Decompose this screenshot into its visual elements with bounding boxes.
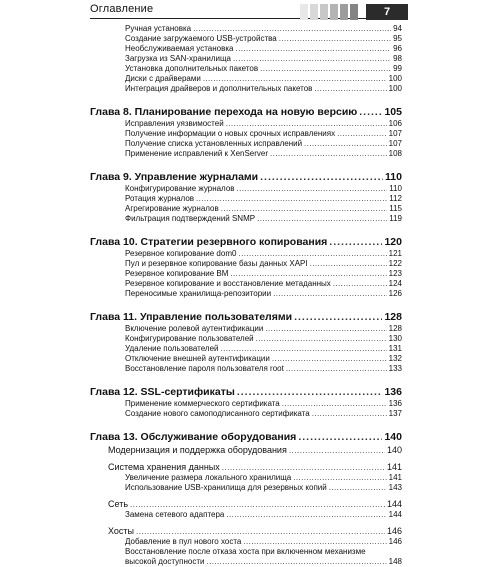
dot-leader <box>298 430 382 444</box>
toc-entry-page: 100 <box>388 74 402 83</box>
toc-entry-page: 141 <box>388 473 402 482</box>
toc-entry-page: 95 <box>393 34 402 43</box>
toc-entry-page: 100 <box>388 84 402 93</box>
toc-entry-title: Установка дополнительных пакетов <box>125 64 259 73</box>
dot-leader <box>314 84 386 94</box>
dot-leader <box>257 214 387 224</box>
toc-entry-title: Резервное копирование ВМ <box>125 269 229 278</box>
toc-entry-page: 128 <box>384 311 402 323</box>
toc-entry-page: 136 <box>388 399 402 408</box>
toc-entry-title: Загрузка из SAN-хранилища <box>125 54 231 63</box>
toc-entry-title: Диски с драйверами <box>125 74 201 83</box>
toc-entry-title: Глава 11. Управление пользователями <box>90 311 293 323</box>
dot-leader <box>237 184 388 194</box>
header-title: Оглавление <box>90 3 154 15</box>
toc-entry-page: 128 <box>388 324 402 333</box>
table-of-contents <box>0 24 500 567</box>
toc-entry[interactable] <box>125 334 402 344</box>
toc-entry-title: Сеть <box>108 499 129 509</box>
spacer <box>0 159 500 170</box>
toc-entry[interactable] <box>125 399 402 409</box>
toc-entry-title: Создание загружаемого USB-устройства <box>125 34 277 43</box>
toc-entry[interactable] <box>125 139 402 149</box>
toc-entry-page: 99 <box>393 64 402 73</box>
toc-entry[interactable] <box>125 129 402 139</box>
dot-leader <box>282 399 387 409</box>
toc-entry-page: 110 <box>389 184 402 193</box>
toc-entry[interactable] <box>125 289 402 299</box>
toc-entry-title: Замена сетевого адаптера <box>125 510 225 519</box>
toc-entry[interactable] <box>125 74 402 84</box>
toc-entry-page: 105 <box>384 106 402 118</box>
toc-entry-page: 146 <box>388 537 402 546</box>
toc-entry-title: Конфигурирование пользователей <box>125 334 254 343</box>
dot-leader <box>256 334 387 344</box>
toc-entry[interactable] <box>125 34 402 44</box>
toc-entry[interactable] <box>125 473 402 483</box>
dot-leader <box>279 34 391 44</box>
toc-entry-page: 140 <box>384 431 402 443</box>
toc-entry-page: 112 <box>389 194 402 203</box>
toc-entry-page: 107 <box>388 139 402 148</box>
toc-entry[interactable] <box>125 214 402 224</box>
toc-entry-title: Конфигурирование журналов <box>125 184 235 193</box>
dot-leader <box>294 310 382 324</box>
toc-entry-page: 115 <box>389 204 402 213</box>
dot-leader <box>329 235 382 249</box>
toc-entry-title: Добавление в пул нового хоста <box>125 537 242 546</box>
toc-entry[interactable] <box>125 557 402 567</box>
spacer <box>0 94 500 105</box>
toc-entry[interactable] <box>125 547 402 557</box>
dot-leader <box>273 289 387 299</box>
toc-entry-title: Агрегирование журналов <box>125 204 219 213</box>
toc-entry[interactable] <box>125 24 402 34</box>
toc-section[interactable] <box>108 525 402 537</box>
dot-leader <box>206 557 386 567</box>
dot-leader <box>272 354 387 364</box>
running-header <box>0 0 500 24</box>
toc-entry[interactable] <box>125 64 402 74</box>
toc-entry-title: Необслуживаемая установка <box>125 44 234 53</box>
dot-leader <box>221 204 388 214</box>
toc-entry-page: 143 <box>388 483 402 492</box>
toc-chapter[interactable] <box>90 235 402 249</box>
toc-entry-page: 140 <box>386 445 402 455</box>
toc-entry[interactable] <box>125 44 402 54</box>
toc-entry-title: Интеграция драйверов и дополнительных пакетов <box>125 84 313 93</box>
toc-entry-page: 110 <box>385 171 402 183</box>
dot-leader <box>293 473 386 483</box>
dot-leader <box>226 119 387 129</box>
toc-entry[interactable] <box>125 194 402 204</box>
toc-entry[interactable] <box>125 483 402 493</box>
toc-entry-page: 136 <box>384 386 402 398</box>
toc-entry-title: Восстановление пароля пользователя root <box>125 364 284 373</box>
toc-entry[interactable] <box>125 184 402 194</box>
toc-entry[interactable] <box>125 510 402 520</box>
toc-entry-page: 141 <box>386 462 402 472</box>
dot-leader <box>310 259 387 269</box>
gradient-bar <box>350 4 358 20</box>
toc-entry-page: 126 <box>388 289 402 298</box>
toc-entry-title: Получение списка установленных исправлений <box>125 139 303 148</box>
toc-chapter[interactable] <box>90 105 402 119</box>
toc-entry-page: 124 <box>388 279 402 288</box>
toc-entry-page: 106 <box>388 119 402 128</box>
toc-section[interactable] <box>108 461 402 473</box>
toc-entry-title: Применение коммерческого сертификата <box>125 399 280 408</box>
toc-entry-page: 132 <box>388 354 402 363</box>
toc-entry[interactable] <box>125 324 402 334</box>
dot-leader <box>270 149 387 159</box>
gradient-bar <box>340 4 348 20</box>
toc-entry-title: Применение исправлений к XenServer <box>125 149 269 158</box>
toc-entry-title: Глава 10. Стратегии резервного копирования <box>90 236 328 248</box>
toc-entry[interactable] <box>125 259 402 269</box>
toc-entry-title: Резервное копирование dom0 <box>125 249 237 258</box>
gradient-bar <box>310 4 318 20</box>
dot-leader <box>230 269 386 279</box>
toc-entry[interactable] <box>125 409 402 419</box>
toc-entry[interactable] <box>125 269 402 279</box>
toc-entry[interactable] <box>125 54 402 64</box>
toc-entry-page: 121 <box>388 249 402 258</box>
toc-entry-title: Система хранения данных <box>108 462 220 472</box>
toc-entry-title: Получение информации о новых срочных исправлениях <box>125 129 336 138</box>
toc-entry-title: Хосты <box>108 526 134 536</box>
toc-entry-title: Исправления уязвимостей <box>125 119 224 128</box>
toc-entry[interactable] <box>125 537 402 547</box>
toc-entry-title: Ротация журналов <box>125 194 195 203</box>
toc-section[interactable] <box>108 444 402 456</box>
toc-entry-title: Пул и резервное копирование базы данных XAPI <box>125 259 308 268</box>
spacer <box>0 299 500 310</box>
dot-leader <box>304 139 387 149</box>
toc-entry[interactable] <box>125 204 402 214</box>
toc-entry-title: Увеличение размера локального хранилища <box>125 473 292 482</box>
spacer <box>0 224 500 235</box>
toc-entry-title: Резервное копирование и восстановление метаданных <box>125 279 331 288</box>
toc-entry[interactable] <box>125 249 402 259</box>
spacer <box>0 374 500 385</box>
dot-leader <box>237 385 383 399</box>
dot-leader <box>226 510 386 520</box>
toc-entry-title: Включение ролевой аутентификации <box>125 324 264 333</box>
dot-leader <box>333 279 387 289</box>
toc-entry-page: 107 <box>388 129 402 138</box>
toc-entry-title: Модернизация и поддержка оборудования <box>108 445 287 455</box>
toc-chapter[interactable] <box>90 310 402 324</box>
dot-leader <box>289 445 385 457</box>
dot-leader <box>286 364 387 374</box>
page-number: 7 <box>366 4 408 20</box>
toc-entry-page: 137 <box>388 409 402 418</box>
toc-entry-title: Удаление пользователей <box>125 344 219 353</box>
dot-leader <box>359 105 382 119</box>
toc-entry[interactable] <box>125 84 402 94</box>
toc-entry-page: 94 <box>393 24 402 33</box>
gradient-bar <box>330 4 338 20</box>
toc-entry-title: Переносимые хранилища-репозитории <box>125 289 272 298</box>
gradient-bar <box>300 4 308 20</box>
spacer <box>0 419 500 430</box>
toc-entry[interactable] <box>125 354 402 364</box>
toc-entry-page: 108 <box>388 149 402 158</box>
toc-entry-title: Глава 12. SSL-сертификаты <box>90 386 235 398</box>
toc-chapter[interactable] <box>90 170 402 184</box>
dot-leader <box>312 409 387 419</box>
dot-leader <box>221 344 387 354</box>
toc-entry-title: высокой доступности <box>125 557 205 566</box>
dot-leader <box>196 194 387 204</box>
toc-chapter[interactable] <box>90 430 402 444</box>
toc-entry-title: Восстановление после отказа хоста при включенном механизме <box>125 547 366 556</box>
toc-entry[interactable] <box>125 279 402 289</box>
toc-entry-title: Ручная установка <box>125 24 192 33</box>
dot-leader <box>243 537 386 547</box>
toc-entry[interactable] <box>125 364 402 374</box>
toc-entry-page: 146 <box>386 526 402 536</box>
dot-leader <box>238 249 386 259</box>
toc-entry[interactable] <box>125 149 402 159</box>
dot-leader <box>260 64 391 74</box>
toc-entry-title: Глава 9. Управление журналами <box>90 171 259 183</box>
toc-entry-page: 120 <box>384 236 402 248</box>
toc-entry[interactable] <box>125 344 402 354</box>
toc-entry-page: 119 <box>389 214 402 223</box>
toc-entry-title: Глава 13. Обслуживание оборудования <box>90 431 297 443</box>
toc-entry-page: 131 <box>388 344 402 353</box>
gradient-bar <box>320 4 328 20</box>
dot-leader <box>193 24 391 34</box>
toc-entry-page: 98 <box>393 54 402 63</box>
toc-entry[interactable] <box>125 119 402 129</box>
toc-entry-page: 144 <box>388 510 402 519</box>
dot-leader <box>260 170 383 184</box>
toc-entry-title: Глава 8. Планирование перехода на новую версию <box>90 106 358 118</box>
header-gradient-bars <box>300 4 360 20</box>
toc-entry-title: Отключение внешней аутентификации <box>125 354 270 363</box>
dot-leader <box>203 74 387 84</box>
toc-entry-title: Использование USB-хранилища для резервных копий <box>125 483 327 492</box>
toc-entry-page: 144 <box>386 499 402 509</box>
toc-entry-page: 123 <box>388 269 402 278</box>
dot-leader <box>265 324 386 334</box>
toc-entry-page: 148 <box>388 557 402 566</box>
dot-leader <box>337 129 387 139</box>
toc-entry-title: Фильтрация подтверждений SNMP <box>125 214 256 223</box>
dot-leader <box>329 483 387 493</box>
toc-entry-page: 133 <box>388 364 402 373</box>
toc-entry-page: 122 <box>388 259 402 268</box>
toc-entry-page: 130 <box>388 334 402 343</box>
dot-leader <box>233 54 391 64</box>
dot-leader <box>235 44 391 54</box>
toc-entry-title: Создание нового самоподписанного сертификата <box>125 409 310 418</box>
toc-entry-page: 96 <box>393 44 402 53</box>
toc-chapter[interactable] <box>90 385 402 399</box>
